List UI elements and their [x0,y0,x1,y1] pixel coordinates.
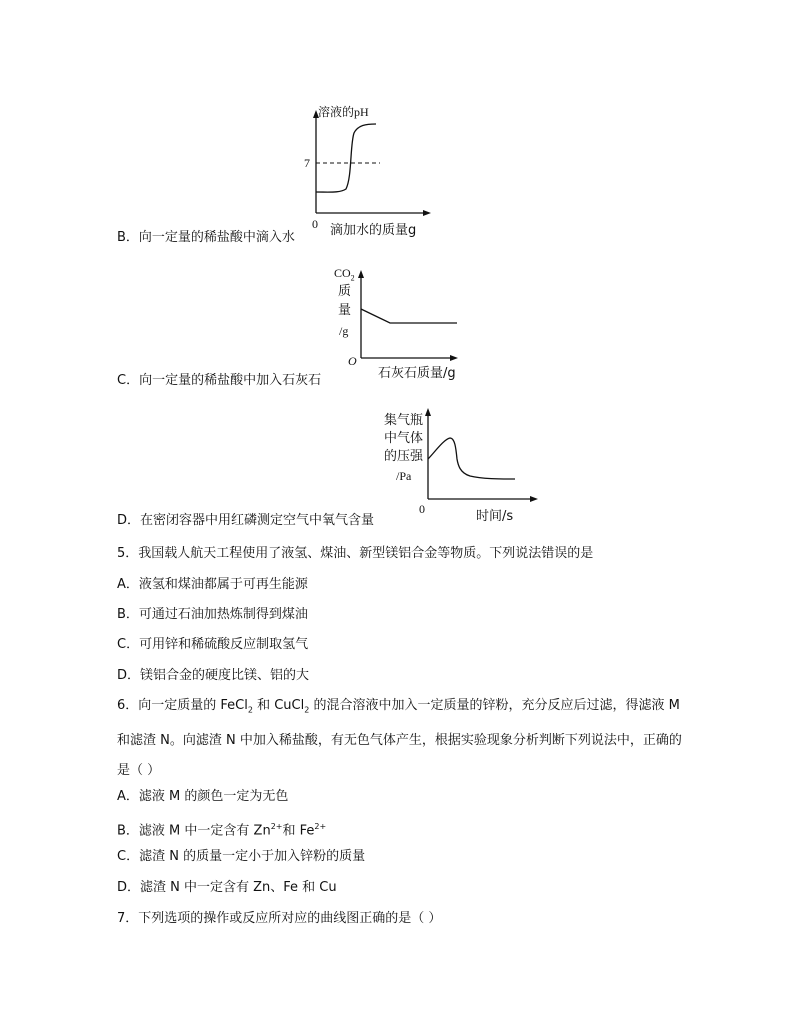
graph-c-ylabel-co2: $CO_2$ [334,266,355,283]
graph-c-y-arrow [358,270,364,278]
graph-d-x-arrow [530,496,538,502]
q7-stem: 7．下列选项的操作或反应所对应的曲线图正确的是（ ） [117,911,442,926]
graph-b-ylabel: 溶液的pH [318,105,369,119]
graph-b-y-arrow [313,110,319,118]
graph-d-ylabel-3: 的压强 [384,449,424,464]
graph-c-origin: O [348,354,357,368]
graph-d-y-arrow [425,408,431,416]
graph-c-curve [361,309,457,323]
graph-b-curve [316,124,376,192]
graph-d-ylabel-1: 集气瓶 [384,413,424,428]
graph-d-ylabel-4: /Pa [396,469,412,483]
q6-option-a: A．滤液 M 的颜色一定为无色 [117,789,289,804]
graph-b-origin: 0 [312,217,318,231]
q5-option-b: B．可通过石油加热炼制得到煤油 [117,607,308,622]
q5-option-a: A．液氢和煤油都属于可再生能源 [117,577,308,592]
q6-stem: 6．向一定质量的 FeCl$_2$ 和 CuCl$_2$ 的混合溶液中加入一定质量的锌粉，充分反应后过滤，得滤液 M 和滤渣 N。向滤渣 N 中加入稀盐酸，有无色气体产生，根据实验现象分析判断下列说法中，正确的是（ ） [117,698,682,778]
graph-b-plot [300,105,440,225]
graph-d-origin: 0 [419,502,425,516]
graph-b-xlabel: 滴加水的质量g [330,223,417,238]
graph-d-curve [428,438,515,479]
graph-d-ylabel-2: 中气体 [384,431,424,446]
graph-c-ylabel-zhi: 质 [338,284,352,299]
option-c4: C．向一定量的稀盐酸中加入石灰石 [117,373,322,388]
q5-option-d: D．镁铝合金的硬度比镁、铝的大 [117,668,310,683]
graph-b-tick-7: 7 [304,156,310,170]
graph-c-ylabel-liang: 量 [338,303,352,318]
option-d4: D．在密闭容器中用红磷测定空气中氧气含量 [117,513,375,528]
graph-b-x-arrow [423,210,431,216]
graph-c-plot [350,265,470,365]
graph-d-xlabel: 时间/s [476,509,514,524]
graph-c-ylabel-unit: /g [339,324,349,338]
q6-option-c: C．滤渣 N 的质量一定小于加入锌粉的质量 [117,849,366,864]
q5-stem: 5．我国载人航天工程使用了液氢、煤油、新型镁铝合金等物质。下列说法错误的是 [117,546,594,561]
option-b4: B．向一定量的稀盐酸中滴入水 [117,230,295,245]
graph-c-xlabel: 石灰石质量/g [378,366,456,381]
q5-option-c: C．可用锌和稀硫酸反应制取氢气 [117,637,309,652]
graph-c-x-arrow [450,355,458,361]
q6-option-b: B．滤液 M 中一定含有 $Zn^{2+}$和 $Fe^{2+}$ [117,822,327,839]
graph-d-plot [420,403,550,503]
q6-option-d: D．滤渣 N 中一定含有 Zn、Fe 和 Cu [117,880,337,895]
